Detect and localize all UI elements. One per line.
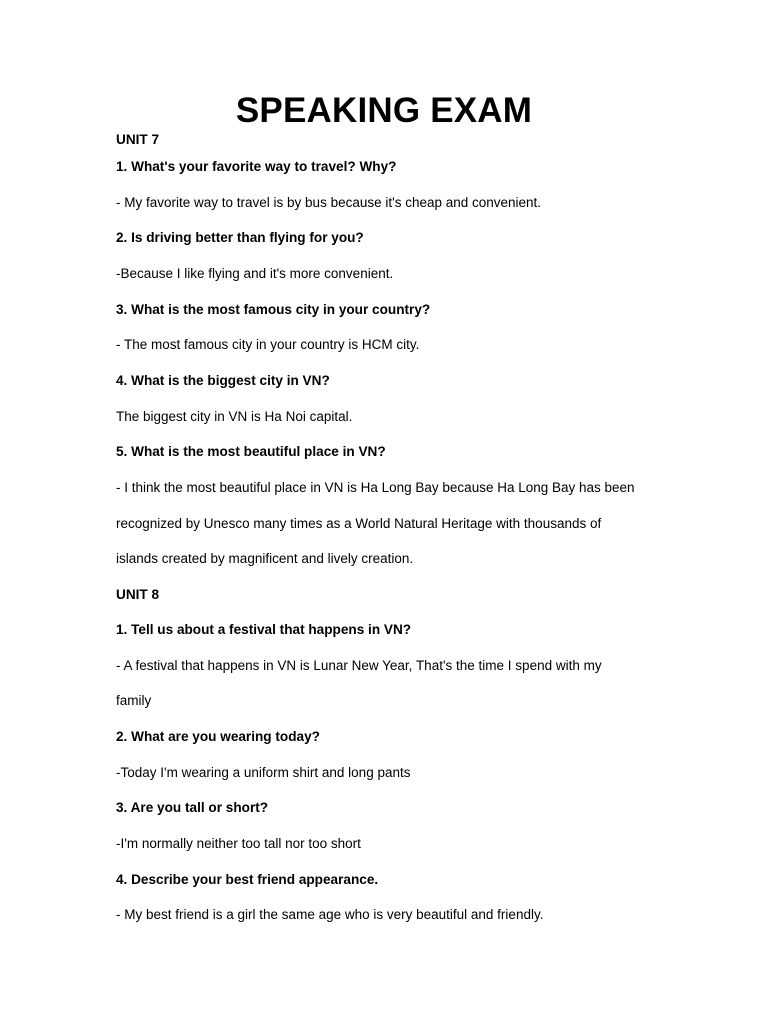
unit-8-question-1: 1. Tell us about a festival that happens in VN? [116,622,412,637]
unit-8-question-4: 4. Describe your best friend appearance. [116,872,379,887]
unit-7-answer-4: The biggest city in VN is Ha Noi capital. [116,409,353,424]
unit-7-question-1: 1. What's your favorite way to travel? Why? [116,159,397,174]
unit-7-answer-5-line-2: recognized by Unesco many times as a World Natural Heritage with thousands of [116,516,602,531]
unit-7-question-2: 2. Is driving better than flying for you? [116,230,364,245]
unit-8-answer-1-line-1: - A festival that happens in VN is Lunar New Year, That's the time I spend with my [116,658,602,673]
unit-8-answer-2: -Today I'm wearing a uniform shirt and long pants [116,765,411,780]
unit-8-answer-4: - My best friend is a girl the same age who is very beautiful and friendly. [116,907,544,922]
unit-8-question-2: 2. What are you wearing today? [116,729,320,744]
unit-7-answer-3: - The most famous city in your country is HCM city. [116,337,420,352]
unit-7-question-5: 5. What is the most beautiful place in VN? [116,444,386,459]
unit-8-answer-3: -I'm normally neither too tall nor too short [116,836,361,851]
unit-7-answer-2: -Because I like flying and it's more convenient. [116,266,394,281]
unit-7-answer-1: - My favorite way to travel is by bus because it's cheap and convenient. [116,195,542,210]
unit-7-question-4: 4. What is the biggest city in VN? [116,373,330,388]
unit-8-heading: UNIT 8 [116,587,160,602]
unit-8-answer-1-line-2: family [116,693,152,708]
unit-8-question-3: 3. Are you tall or short? [116,800,269,815]
unit-7-answer-5-line-1: - I think the most beautiful place in VN is Ha Long Bay because Ha Long Bay has been [116,480,635,495]
page-title: SPEAKING EXAM [235,91,533,130]
unit-7-answer-5-line-3: islands created by magnificent and lively creation. [116,551,414,566]
unit-7-question-3: 3. What is the most famous city in your country? [116,302,431,317]
unit-7-heading: UNIT 7 [116,132,160,147]
